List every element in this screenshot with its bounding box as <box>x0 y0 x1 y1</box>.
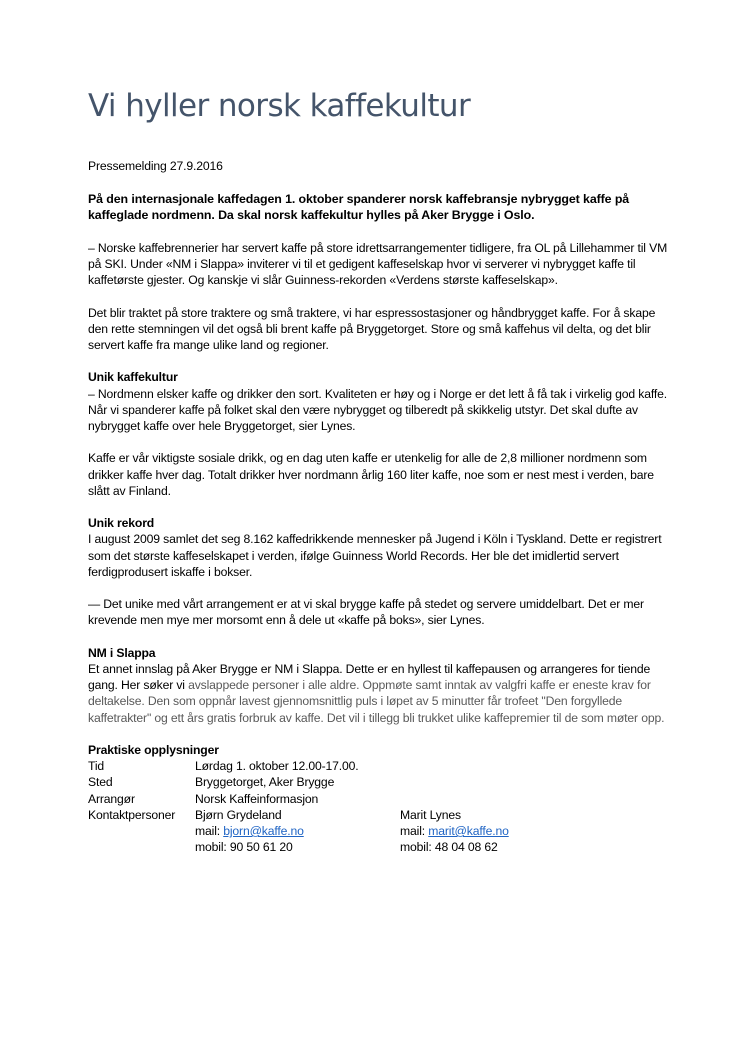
contact-1-name: Bjørn Grydeland <box>195 807 282 822</box>
section-paragraph-black: Et annet innslag på Aker Brygge er NM i Slappa. Dette er en hyllest til kaffepausen og arrangeres for tiende gang. Her søker vi <box>88 661 651 693</box>
body-paragraph-2: Det blir traktet på store traktere og små traktere, vi har espressostasjoner og håndbrygget kaffe. For å skape den rette stemningen vil det også bli brent kaffe på Bryggetorget. Store og små kaffehus vil delta, og det blir servert kaffe fra mange ulike land og regioner. <box>88 305 656 352</box>
contact-2-mobile: mobil: 48 04 08 62 <box>400 840 498 855</box>
body-paragraph-1: – Norske kaffebrennerier har servert kaffe på store idrettsarrangementer tidligere, fra OL på Lillehammer til VM på SKI. Under «NM i Slappa» inviterer vi til et gedigent kaffeselskap hvor vi serverer vi nybrygget kaffe til kaffetørste gjester. Og kanskje vi slår Guinness-rekorden «Verdens største kaffeselskap». <box>88 240 668 288</box>
section-paragraph-grey: avslappede personer i alle aldre. Oppmøte samt inntak av valgfri kaffe er eneste krav for deltakelse. Den som oppnår lavest gjennomsnittlig puls i løpet av 5 minutter får trofeet "Den forgyllede kaffetrakter" og ett års gratis forbruk av kaffe. Det vil i tillegg bli trukket ulike kaffepremier til de som møter opp. <box>88 678 665 725</box>
info-row-time <box>88 758 509 774</box>
section-heading: Unik kaffekultur <box>88 370 178 385</box>
info-row-mobile <box>88 839 509 855</box>
lead-paragraph: På den internasjonale kaffedagen 1. oktober spanderer norsk kaffebransje nybrygget kaffe på kaffeglade nordmenn. Da skal norsk kaffekultur hylles på Aker Brygge i Oslo. <box>88 192 630 223</box>
section-nm-i-slappa <box>88 645 668 726</box>
contact-1-mail <box>195 823 400 839</box>
info-value: Bryggetorget, Aker Brygge <box>195 775 335 790</box>
contact-2-email-link[interactable]: marit@kaffe.no <box>428 824 509 838</box>
section-unik-kaffekultur <box>88 369 668 434</box>
mail-label: mail: <box>195 824 224 838</box>
document-page <box>88 0 668 1056</box>
body-paragraph-quote: — Det unike med vårt arrangement er at vi skal brygge kaffe på stedet og servere umiddelbart. Det er mer krevende men mye mer morsomt enn å dele ut «kaffe på boks», sier Lynes. <box>88 597 644 628</box>
info-value: Norsk Kaffeinformasjon <box>195 791 319 806</box>
practical-heading: Praktiske opplysninger <box>88 742 219 757</box>
practical-info-table <box>88 758 509 855</box>
contact-1-email-link[interactable]: bjorn@kaffe.no <box>223 824 304 838</box>
contact-2-name: Marit Lynes <box>400 807 461 822</box>
info-label: Sted <box>88 775 113 790</box>
press-release-date: Pressemelding 27.9.2016 <box>88 159 223 173</box>
contact-2-mail <box>400 823 509 839</box>
info-row-organizer <box>88 791 509 807</box>
mail-label: mail: <box>400 824 429 838</box>
info-label: Arrangør <box>88 791 135 806</box>
info-row-place <box>88 774 509 790</box>
info-label: Tid <box>88 759 105 774</box>
section-heading: Unik rekord <box>88 516 155 531</box>
section-paragraph: – Nordmenn elsker kaffe og drikker den sort. Kvaliteten er høy og i Norge er det lett å få tak i virkelig god kaffe. Når vi spanderer kaffe på folket skal den være nybrygget og tilberedt på skikkelig utstyr. Det skal dufte av nybrygget kaffe over hele Bryggetorget, sier Lynes. <box>88 386 667 433</box>
info-row-contacts <box>88 807 509 823</box>
document-body <box>88 158 668 855</box>
practical-info <box>88 742 668 855</box>
contact-1-mobile: mobil: 90 50 61 20 <box>195 840 293 855</box>
section-paragraph: I august 2009 samlet det seg 8.162 kaffedrikkende mennesker på Jugend i Köln i Tyskland. Dette er registrert som det største kaffeselskapet i verden, ifølge Guinness World Records. Her ble det imidlertid servert ferdigprodusert iskaffe i bokser. <box>88 532 662 579</box>
info-label: Kontaktpersoner <box>88 807 176 822</box>
info-value: Lørdag 1. oktober 12.00-17.00. <box>195 759 359 774</box>
section-heading: NM i Slappa <box>88 645 156 660</box>
section-unik-rekord <box>88 515 668 580</box>
page-title: Vi hyller norsk kaffekultur <box>88 88 471 124</box>
info-row-mail <box>88 823 509 839</box>
body-paragraph-consumption: Kaffe er vår viktigste sosiale drikk, og en dag uten kaffe er utenkelig for alle de 2,8 millioner nordmenn som drikker kaffe hver dag. Totalt drikker hver nordmann årlig 160 liter kaffe, noe som er nest mest i verden, bare slått av Finland. <box>88 451 654 498</box>
